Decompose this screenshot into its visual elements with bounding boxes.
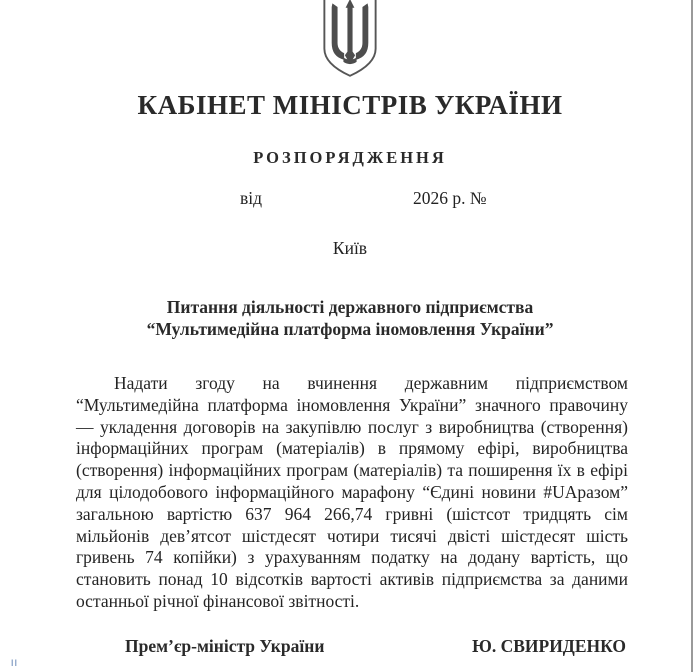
document-body-paragraph: Надати згоду на вчинення державним підприємством “Мультимедійна платформа іномовлення України” значного правочину — укладення договорів на закупівлю послуг з виробництва (створення) інформаційних програм (матеріалів) в прямому ефірі, виробництва (створення) інформаційних програм (матеріалів) та поширення їх в ефірі для цілодобового інформаційного марафону “Єдині новини #UAразом” загальною вартістю 637 964 266,74 гривні (шістсот тридцять сім мільйонів дев’ятсот шістдесят чотири тисячі двісті шістдесят шість гривень 74 копійки) з урахуванням податку на додану вартість, що становить понад 10 відсотків вартості активів підприємства за даними останньої річної фінансової звітності. <box>76 373 628 611</box>
signatory-title-label: Прем’єр-міністр України <box>125 636 325 656</box>
doc-type-heading: РОЗПОРЯДЖЕННЯ <box>253 148 447 167</box>
document-title-line-2: “Мультимедійна платформа іномовлення України” <box>146 319 554 339</box>
date-line <box>0 188 700 210</box>
page-right-border <box>691 0 693 672</box>
signatory-name-label: Ю. СВИРИДЕНКО <box>472 636 626 656</box>
date-year-number-label: 2026 р. № <box>413 188 487 208</box>
ukraine-trident-coat-of-arms-icon <box>308 0 392 78</box>
date-prefix-label: від <box>240 188 263 208</box>
city-label: Київ <box>332 238 368 258</box>
emblem-container <box>0 0 700 78</box>
org-name-heading: КАБІНЕТ МІНІСТРІВ УКРАЇНИ <box>137 90 563 120</box>
document-title-line-1: Питання діяльності державного підприємства <box>166 297 534 317</box>
edge-artifact-mark: ll <box>11 658 19 668</box>
document-title <box>0 296 700 340</box>
